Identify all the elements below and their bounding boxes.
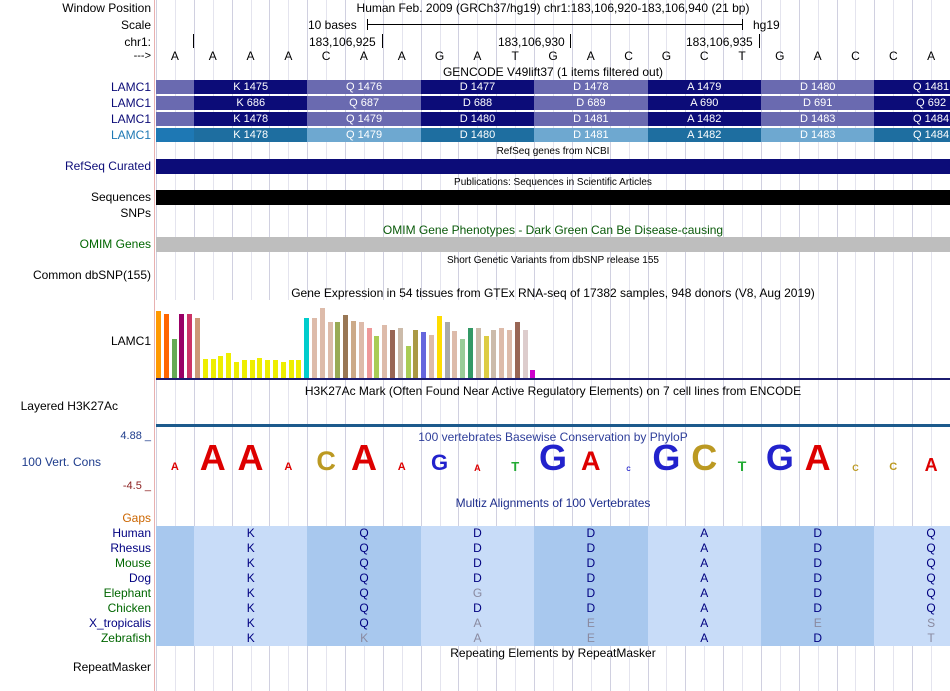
conservation-logo-letter: A <box>804 436 831 478</box>
base-letter: A <box>586 49 595 63</box>
gtex-tissue-bar[interactable] <box>437 316 442 378</box>
alignment-cell: A <box>421 631 534 646</box>
gencode-track-title: GENCODE V49lift37 (1 items filtered out) <box>442 65 664 79</box>
conservation-logo[interactable] <box>156 438 950 483</box>
gtex-baseline <box>156 378 950 380</box>
alignment-row[interactable] <box>156 586 950 601</box>
alignment-cell: Q <box>874 541 950 556</box>
gtex-expression-bars[interactable] <box>156 300 536 378</box>
phylop-track-title: 100 vertebrates Basewise Conservation by PhyloP <box>418 430 688 444</box>
publications-track-title: Publications: Sequences in Scientific Articles <box>454 177 652 188</box>
gtex-tissue-bar[interactable] <box>515 322 520 378</box>
label-divider <box>154 0 155 691</box>
base-letter: C <box>888 49 898 63</box>
conservation-logo-letter: C <box>626 466 631 473</box>
conservation-logo-letter: A <box>397 461 406 474</box>
gtex-tissue-bar[interactable] <box>460 339 465 378</box>
cons-track-label[interactable]: 100 Vert. Cons <box>21 455 101 469</box>
alignment-cell: D <box>761 586 874 601</box>
gencode-transcript-row[interactable] <box>156 128 950 142</box>
gencode-codon-partial[interactable] <box>156 96 194 110</box>
alignment-cell: K <box>194 601 307 616</box>
alignment-cell: Q <box>307 526 420 541</box>
position-title: Human Feb. 2009 (GRCh37/hg19) chr1:183,106,920-183,106,940 (21 bp) <box>356 1 750 15</box>
alignment-cell: D <box>761 571 874 586</box>
chr-label[interactable]: chr1: <box>124 35 151 49</box>
alignment-cell: A <box>648 616 761 631</box>
scale-bar-left-tick <box>367 19 368 30</box>
gtex-tissue-bar[interactable] <box>195 318 200 378</box>
alignment-cell: D <box>534 601 647 616</box>
snps-label[interactable]: SNPs <box>120 206 151 220</box>
gtex-tissue-bar[interactable] <box>398 328 403 378</box>
gencode-codon[interactable]: Q 1476 <box>307 80 420 94</box>
gtex-tissue-bar[interactable] <box>491 330 496 378</box>
gencode-codon[interactable]: K 1478 <box>194 112 307 126</box>
conservation-logo-letter: G <box>652 436 681 478</box>
conservation-logo-letter: C <box>889 461 898 474</box>
gencode-codon[interactable]: D 1483 <box>761 112 874 126</box>
repeatmasker-track-title: Repeating Elements by RepeatMasker <box>450 646 656 660</box>
base-letter: G <box>775 49 785 63</box>
repeatmasker-label[interactable]: RepeatMasker <box>72 660 151 674</box>
gencode-codon[interactable]: Q 687 <box>307 96 420 110</box>
gencode-codon[interactable]: D 1481 <box>534 128 647 142</box>
conservation-logo-letter: T <box>511 459 520 475</box>
gtex-tissue-bar[interactable] <box>257 358 262 378</box>
gtex-tissue-bar[interactable] <box>320 308 325 378</box>
scale-label[interactable]: Scale <box>120 18 151 32</box>
gencode-codon[interactable]: Q 1484 <box>874 112 950 126</box>
base-letter: C <box>699 49 709 63</box>
base-letter: C <box>851 49 860 63</box>
gtex-tissue-bar[interactable] <box>406 346 411 378</box>
alignment-cell: Q <box>307 586 420 601</box>
base-letter: G <box>661 49 672 63</box>
gencode-codon[interactable]: D 691 <box>761 96 874 110</box>
gencode-codon[interactable]: A 1482 <box>648 128 761 142</box>
alignment-cell: Q <box>874 586 950 601</box>
gencode-codon[interactable]: D 1480 <box>421 112 534 126</box>
gencode-codon[interactable]: D 1480 <box>421 128 534 142</box>
gencode-codon[interactable]: D 1477 <box>421 80 534 94</box>
gtex-tissue-bar[interactable] <box>476 328 481 378</box>
alignment-row[interactable] <box>156 541 950 556</box>
ruler-tick <box>759 34 760 48</box>
gtex-tissue-bar[interactable] <box>289 360 294 378</box>
base-letter: C <box>624 49 633 63</box>
alignment-cell: Q <box>307 571 420 586</box>
gencode-label-1[interactable]: LAMC1 <box>110 80 151 94</box>
alignment-row[interactable] <box>156 616 950 631</box>
alignment-cell: D <box>761 601 874 616</box>
alignment-cell: Q <box>307 601 420 616</box>
gtex-tissue-bar[interactable] <box>367 328 372 378</box>
gtex-tissue-bar[interactable] <box>179 314 184 378</box>
gtex-track-title: Gene Expression in 54 tissues from GTEx RNA-seq of 17382 samples, 948 donors (V8, Aug 2019) <box>291 286 815 300</box>
gtex-tissue-bar[interactable] <box>250 360 255 378</box>
alignment-cell: E <box>534 616 647 631</box>
conservation-logo-letter: A <box>924 454 938 475</box>
strand-arrow-label[interactable]: ---> <box>133 50 151 62</box>
gencode-transcript-row[interactable] <box>156 112 950 126</box>
dbsnp-track-title: Short Genetic Variants from dbSNP release 155 <box>447 255 659 266</box>
gtex-tissue-bar[interactable] <box>234 362 239 378</box>
alignment-cell: A <box>648 601 761 616</box>
h3k27ac-track-title: H3K27Ac Mark (Often Found Near Active Regulatory Elements) on 7 cell lines from ENCODE <box>304 384 802 398</box>
gtex-tissue-bar[interactable] <box>452 331 457 378</box>
gtex-tissue-bar[interactable] <box>413 330 418 378</box>
gencode-codon[interactable]: D 1480 <box>761 80 874 94</box>
conservation-logo-letter: A <box>284 461 293 474</box>
alignment-cell: D <box>421 526 534 541</box>
base-letter: A <box>473 49 482 63</box>
species-label[interactable]: Chicken <box>107 601 151 615</box>
alignment-cell: K <box>194 556 307 571</box>
alignment-cell: A <box>648 526 761 541</box>
cons-min-label: -4.5 _ <box>122 480 151 492</box>
gtex-tissue-bar[interactable] <box>530 370 535 378</box>
alignment-cell: A <box>648 586 761 601</box>
base-letter: A <box>813 49 822 63</box>
gencode-codon[interactable]: A 1482 <box>648 112 761 126</box>
gaps-label[interactable]: Gaps <box>122 511 151 525</box>
conservation-logo-letter: A <box>199 436 226 478</box>
alignment-cell: Q <box>874 556 950 571</box>
gencode-codon[interactable]: K 1478 <box>194 128 307 142</box>
alignment-cell: D <box>761 556 874 571</box>
refseq-gene-bar[interactable] <box>156 159 950 174</box>
alignment-cell-partial <box>156 526 194 541</box>
base-letter: G <box>434 49 445 63</box>
gtex-tissue-bar[interactable] <box>328 322 333 378</box>
gencode-codon[interactable]: A 1479 <box>648 80 761 94</box>
gencode-codon-partial[interactable] <box>156 112 194 126</box>
alignment-cell: K <box>307 631 420 646</box>
alignment-cell-partial <box>156 586 194 601</box>
gencode-codon[interactable]: Q 1479 <box>307 128 420 142</box>
alignment-cell: D <box>761 541 874 556</box>
alignment-cell: D <box>534 571 647 586</box>
conservation-logo-letter: A <box>474 462 481 473</box>
conservation-logo-letter: A <box>237 436 264 478</box>
gtex-tissue-bar[interactable] <box>265 360 270 378</box>
ruler-tick <box>193 34 194 48</box>
alignment-cell: Q <box>874 601 950 616</box>
track-label-column <box>0 0 154 691</box>
base-letter: A <box>359 49 368 63</box>
alignment-cell: D <box>534 526 647 541</box>
gencode-label-4[interactable]: LAMC1 <box>110 128 151 142</box>
species-label[interactable]: Zebrafish <box>100 631 151 645</box>
alignment-cell: A <box>648 541 761 556</box>
species-label[interactable]: X_tropicalis <box>88 616 151 630</box>
gtex-tissue-bar[interactable] <box>445 322 450 378</box>
gencode-label-3[interactable]: LAMC1 <box>110 112 151 126</box>
gencode-codon[interactable]: Q 1481 <box>874 80 950 94</box>
alignment-cell: D <box>534 586 647 601</box>
gtex-tissue-bar[interactable] <box>390 330 395 378</box>
alignment-cell: K <box>194 541 307 556</box>
refseq-label[interactable]: RefSeq Curated <box>64 159 151 173</box>
alignment-cell: K <box>194 526 307 541</box>
alignment-cell: E <box>761 616 874 631</box>
alignment-cell: K <box>194 586 307 601</box>
alignment-cell: T <box>874 631 950 646</box>
base-letter: G <box>548 49 558 63</box>
ruler-tick <box>570 34 571 48</box>
gencode-codon[interactable]: A 690 <box>648 96 761 110</box>
alignment-cell: D <box>761 631 874 646</box>
alignment-cell: K <box>194 616 307 631</box>
base-letter: C <box>321 49 331 63</box>
species-label[interactable]: Mouse <box>114 556 151 570</box>
gtex-tissue-bar[interactable] <box>273 360 278 378</box>
gtex-tissue-bar[interactable] <box>281 362 286 378</box>
gencode-codon[interactable]: K 1475 <box>194 80 307 94</box>
conservation-logo-letter: G <box>765 436 794 478</box>
alignment-cell: D <box>534 556 647 571</box>
gencode-codon[interactable]: D 1483 <box>761 128 874 142</box>
alignment-cell-partial <box>156 616 194 631</box>
gencode-codon-partial[interactable] <box>156 128 194 142</box>
alignment-cell-partial <box>156 541 194 556</box>
conservation-logo-letter: A <box>350 436 377 478</box>
alignment-row[interactable] <box>156 556 950 571</box>
alignment-cell: D <box>421 556 534 571</box>
alignment-cell: Q <box>307 541 420 556</box>
gtex-tissue-bar[interactable] <box>429 335 434 378</box>
alignment-row[interactable] <box>156 526 950 541</box>
base-letter: T <box>738 49 746 63</box>
base-letter: A <box>397 49 406 63</box>
cons-max-label: 4.88 _ <box>120 430 151 442</box>
refseq-track-title: RefSeq genes from NCBI <box>496 146 610 157</box>
alignment-cell: D <box>421 601 534 616</box>
gtex-tissue-bar[interactable] <box>335 322 340 378</box>
base-letter: A <box>927 49 936 63</box>
alignment-cell: A <box>648 631 761 646</box>
base-letter: T <box>511 49 519 63</box>
gtex-tissue-bar[interactable] <box>507 330 512 378</box>
h3k27ac-label[interactable]: Layered H3K27Ac <box>20 399 118 413</box>
sequences-label[interactable]: Sequences <box>90 190 151 204</box>
multiz-alignment[interactable] <box>156 526 950 646</box>
gtex-tissue-bar[interactable] <box>218 356 223 378</box>
sequences-bar[interactable] <box>156 190 950 205</box>
gtex-tissue-bar[interactable] <box>382 325 387 378</box>
base-letter: A <box>246 49 255 63</box>
window-position-label[interactable]: Window Position <box>62 1 151 15</box>
gtex-tissue-bar[interactable] <box>421 332 426 378</box>
gtex-tissue-bar[interactable] <box>226 353 231 378</box>
alignment-cell: Q <box>874 526 950 541</box>
gtex-tissue-bar[interactable] <box>499 328 504 378</box>
gencode-transcript-row[interactable] <box>156 96 950 110</box>
gtex-tissue-bar[interactable] <box>156 311 161 378</box>
base-letter: A <box>284 49 293 63</box>
gencode-codon[interactable]: D 1481 <box>534 112 647 126</box>
alignment-row[interactable] <box>156 571 950 586</box>
species-label[interactable]: Dog <box>128 571 151 585</box>
gencode-codon[interactable]: Q 1484 <box>874 128 950 142</box>
gtex-tissue-bar[interactable] <box>203 359 208 378</box>
gencode-codon[interactable]: K 686 <box>194 96 307 110</box>
scale-bar-right-tick <box>742 19 743 30</box>
gtex-tissue-bar[interactable] <box>343 315 348 378</box>
gtex-tissue-bar[interactable] <box>374 336 379 378</box>
assembly-label: hg19 <box>753 18 780 32</box>
gencode-codon[interactable]: Q 692 <box>874 96 950 110</box>
alignment-row[interactable] <box>156 631 950 646</box>
alignment-cell-partial <box>156 601 194 616</box>
alignment-cell: Q <box>307 616 420 631</box>
alignment-cell: K <box>194 571 307 586</box>
species-label[interactable]: Elephant <box>103 586 151 600</box>
ruler-coord-1: 183,106,925 <box>309 35 376 49</box>
gencode-codon[interactable]: D 689 <box>534 96 647 110</box>
gtex-tissue-bar[interactable] <box>296 360 301 378</box>
gencode-codon[interactable]: D 1478 <box>534 80 647 94</box>
gencode-transcript-row[interactable] <box>156 80 950 94</box>
alignment-cell-partial <box>156 556 194 571</box>
alignment-cell: A <box>421 616 534 631</box>
conservation-logo-letter: G <box>430 450 449 476</box>
alignment-cell-partial <box>156 571 194 586</box>
alignment-cell: G <box>421 586 534 601</box>
ruler-coord-2: 183,106,930 <box>498 35 565 49</box>
alignment-cell: A <box>648 571 761 586</box>
conservation-logo-letter: C <box>316 445 336 476</box>
gtex-tissue-bar[interactable] <box>312 318 317 378</box>
conservation-logo-letter: C <box>852 462 859 473</box>
species-label[interactable]: Human <box>112 526 151 540</box>
gtex-tissue-bar[interactable] <box>351 321 356 378</box>
omim-label[interactable]: OMIM Genes <box>79 237 151 251</box>
alignment-cell: D <box>534 541 647 556</box>
h3k27ac-signal[interactable] <box>156 424 950 427</box>
gencode-codon[interactable]: Q 1479 <box>307 112 420 126</box>
alignment-cell: E <box>534 631 647 646</box>
scale-bar <box>367 24 743 25</box>
conservation-logo-letter: A <box>170 461 179 474</box>
alignment-cell: Q <box>874 571 950 586</box>
ruler-tick <box>382 34 383 48</box>
scale-bar-label: 10 bases <box>308 18 357 32</box>
alignment-cell: S <box>874 616 950 631</box>
conservation-logo-letter: C <box>691 436 718 478</box>
omim-track-title: OMIM Gene Phenotypes - Dark Green Can Be Disease-causing <box>382 223 724 237</box>
gtex-tissue-bar[interactable] <box>172 339 177 378</box>
alignment-cell: D <box>421 541 534 556</box>
gtex-tissue-bar[interactable] <box>211 359 216 378</box>
alignment-cell: A <box>648 556 761 571</box>
ruler-coord-3: 183,106,935 <box>686 35 753 49</box>
alignment-cell: Q <box>307 556 420 571</box>
conservation-logo-letter: G <box>538 436 567 478</box>
alignment-cell-partial <box>156 631 194 646</box>
alignment-row[interactable] <box>156 601 950 616</box>
base-letter: A <box>208 49 217 63</box>
multiz-track-title: Multiz Alignments of 100 Vertebrates <box>455 496 651 510</box>
gencode-label-2[interactable]: LAMC1 <box>110 96 151 110</box>
gtex-tissue-bar[interactable] <box>242 360 247 378</box>
gtex-tissue-bar[interactable] <box>523 330 528 378</box>
species-label[interactable]: Rhesus <box>110 541 151 555</box>
base-letter: A <box>170 49 179 63</box>
alignment-cell: D <box>421 571 534 586</box>
omim-gene-bar[interactable] <box>156 237 950 252</box>
dbsnp-label[interactable]: Common dbSNP(155) <box>32 268 151 282</box>
gencode-codon[interactable]: D 688 <box>421 96 534 110</box>
conservation-logo-letter: T <box>737 458 747 475</box>
alignment-cell: D <box>761 526 874 541</box>
conservation-logo-letter: A <box>581 445 601 476</box>
gtex-tissue-bar[interactable] <box>164 314 169 378</box>
gtex-gene-label[interactable]: LAMC1 <box>110 334 151 348</box>
gtex-tissue-bar[interactable] <box>359 322 364 378</box>
track-image-area[interactable] <box>156 0 950 691</box>
gtex-tissue-bar[interactable] <box>304 318 309 378</box>
gtex-tissue-bar[interactable] <box>187 314 192 378</box>
gtex-tissue-bar[interactable] <box>484 336 489 378</box>
gtex-tissue-bar[interactable] <box>468 328 473 378</box>
gencode-codon-partial[interactable] <box>156 80 194 94</box>
alignment-cell: K <box>194 631 307 646</box>
